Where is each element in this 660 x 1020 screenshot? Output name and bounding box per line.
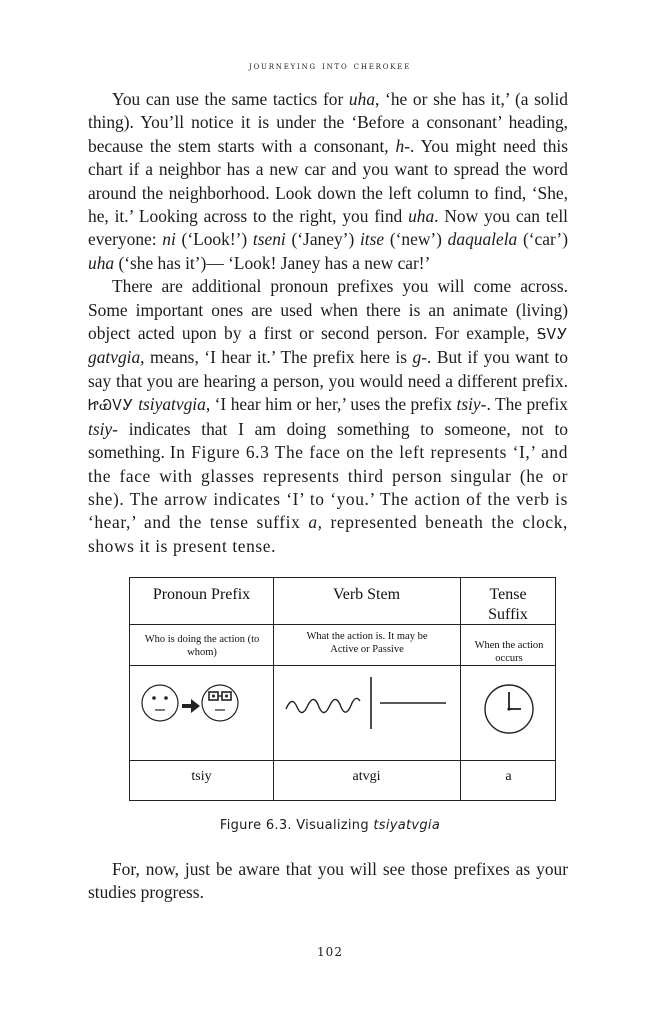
subheader-tense-suffix: When the action occurs: [474, 640, 544, 664]
value-tense-suffix: a: [505, 769, 512, 784]
clock-icon: [482, 682, 536, 736]
first-person-face-icon: [142, 685, 178, 721]
header-pronoun-prefix: Pronoun Prefix: [152, 586, 251, 603]
subheader-pronoun-prefix: Who is doing the action (to whom): [144, 634, 260, 658]
row-divider: [130, 760, 555, 761]
paragraph-2: There are additional pronoun prefixes you will come across. Some important ones are used when there is an animate (living) object acted upon by a first or second person. For example, ᎦᏙᎩ gatvgia, means, ‘I hear it.’ The prefix here is g-. But if you want to say that you are hearing a person, you would need a different prefix. ᏥᏯᏙᎩ tsiyatvgia, ‘I hear him or her,’ uses the prefix tsiy-. The prefix tsiy- indicates that I am doing something to someone, not to something. In Figure 6.3 The face on the left represents ‘I,’ and the face with glasses represents third person singular (he or she). The arrow indicates ‘I’ to ‘you.’ The action of the verb is ‘hear,’ and the tense suffix a, represented beneath the clock, shows it is present tense.: [88, 276, 568, 556]
column-divider: [460, 578, 461, 800]
figure-6-3-table: [129, 577, 556, 801]
glasses-face-icon: [202, 685, 238, 721]
row-divider: [130, 665, 555, 666]
figure-caption: Figure 6.3. Visualizing tsiyatvgia: [219, 818, 441, 833]
page-number: 102: [317, 945, 343, 959]
cherokee-word-2: ᏥᏯᏙᎩ: [88, 396, 134, 415]
wavy-line-icon: [286, 698, 360, 712]
cherokee-word-1: ᎦᏙᎩ: [536, 325, 568, 344]
header-tense-suffix: Tense Suffix: [488, 586, 528, 623]
running-head: journeying into cherokee: [248, 60, 412, 72]
closing-text: [88, 858, 568, 905]
verb-stem-icons: [280, 673, 455, 733]
pronoun-icons: [140, 678, 255, 728]
paragraph-1: You can use the same tactics for uha, ‘he or she has it,’ (a solid thing). You’ll notice it is under the ‘Before a consonant’ heading, because the stem starts with a consonant, h-. You might need this chart if a neighbor has a new car and you want to spread the word around the neighborhood. Look down the left column to find, ‘She, he, it.’ Looking across to the right, you find uha. Now you can tell everyone: ni (‘Look!’) tseni (‘Janey’) itse (‘new’) daqualela (‘car’) uha (‘she has it’)— ‘Look! Janey has a new car!’: [88, 89, 569, 273]
main-text: [88, 88, 568, 558]
column-divider: [273, 578, 274, 800]
paragraph-3: For, now, just be aware that you will see those prefixes as your studies progress.: [88, 859, 568, 903]
value-verb-stem: atvgi: [352, 769, 381, 784]
subheader-verb-stem: What the action is. It may be Active or Passive: [306, 631, 428, 655]
header-verb-stem: Verb Stem: [332, 586, 401, 603]
value-pronoun-prefix: tsiy: [191, 769, 212, 784]
arrow-right-icon: [182, 699, 200, 713]
